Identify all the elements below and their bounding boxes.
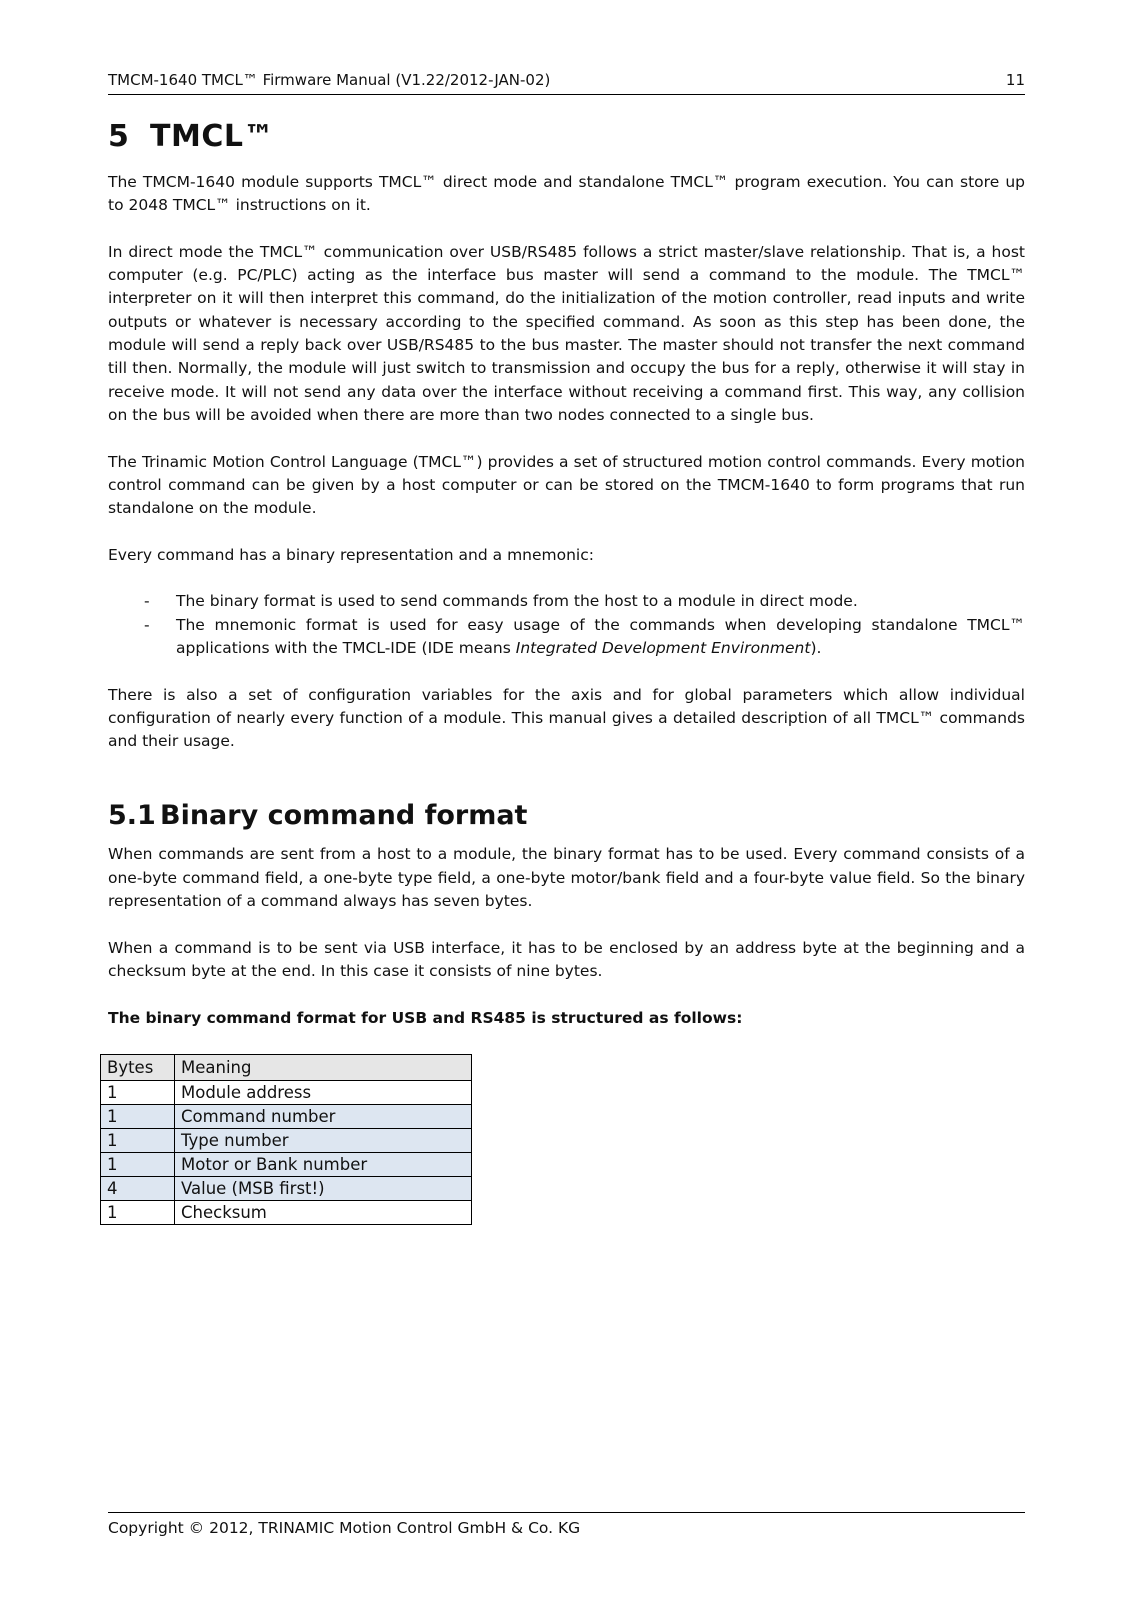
- table-cell-meaning: Type number: [175, 1128, 472, 1152]
- section-title: TMCL™: [150, 119, 274, 154]
- bullet-text-italic: Integrated Development Environment: [515, 638, 811, 657]
- bullet-text: The binary format is used to send commands from the host to a module in direct mode.: [176, 592, 858, 611]
- paragraph: Every command has a binary representation and a mnemonic:: [108, 545, 594, 564]
- table-cell-bytes: 1: [101, 1152, 175, 1176]
- page-header: [108, 70, 1025, 95]
- table-row: [101, 1200, 472, 1224]
- page-number: 11: [1005, 71, 1025, 89]
- bullet-item: [108, 590, 1025, 613]
- table-cell-bytes: 4: [101, 1176, 175, 1200]
- table-row: [101, 1080, 472, 1104]
- table-row: [101, 1176, 472, 1200]
- table-cell-meaning: Value (MSB first!): [175, 1176, 472, 1200]
- table-cell-meaning: Checksum: [175, 1200, 472, 1224]
- page-footer: [108, 1512, 1025, 1539]
- table-cell-meaning: Motor or Bank number: [175, 1152, 472, 1176]
- table-row: [101, 1152, 472, 1176]
- command-format-table: [100, 1054, 472, 1225]
- bullet-dash: -: [144, 615, 150, 634]
- table-cell-bytes: 1: [101, 1200, 175, 1224]
- paragraph: The TMCM-1640 module supports TMCL™ direct mode and standalone TMCL™ program execution. You can store up to 2048 TMCL™ instructions on it.: [108, 173, 1025, 215]
- table-caption: The binary command format for USB and RS485 is structured as follows:: [108, 1008, 743, 1027]
- table-cell-bytes: 1: [101, 1104, 175, 1128]
- footer-copyright: Copyright © 2012, TRINAMIC Motion Control GmbH & Co. KG: [108, 1519, 581, 1537]
- paragraph: When commands are sent from a host to a module, the binary format has to be used. Every command consists of a one-byte command field, a one-byte type field, a one-byte motor/bank field and a four-byte value field. So the binary representation of a command always has seven bytes.: [108, 845, 1025, 911]
- section-number: 5: [108, 119, 130, 154]
- subsection-heading: [108, 799, 1025, 833]
- table-header-row: [101, 1054, 472, 1080]
- table-header-cell: Bytes: [101, 1054, 175, 1080]
- table-cell-meaning: Command number: [175, 1104, 472, 1128]
- table-row: [101, 1104, 472, 1128]
- paragraph: When a command is to be sent via USB interface, it has to be enclosed by an address byte at the beginning and a checksum byte at the end. In this case it consists of nine bytes.: [108, 938, 1025, 980]
- table-cell-meaning: Module address: [175, 1080, 472, 1104]
- bullet-dash: -: [144, 592, 150, 611]
- bullet-list: [108, 590, 1025, 660]
- bullet-text-end: ).: [810, 638, 822, 657]
- bullet-item: [108, 614, 1025, 661]
- table-cell-bytes: 1: [101, 1080, 175, 1104]
- page-content: [108, 117, 1025, 1225]
- bullet-text: The mnemonic format is used for easy usage of the commands when developing standalone TMCL™ applications with the TMCL-IDE (IDE means: [176, 615, 1025, 657]
- subsection-title: Binary command format: [160, 800, 528, 832]
- paragraph: In direct mode the TMCL™ communication over USB/RS485 follows a strict master/slave relationship. That is, a host computer (e.g. PC/PLC) acting as the interface bus master will send a command to the module. The TMCL™ interpreter on it will then interpret this command, do the initialization of the motion controller, read inputs and write outputs or whatever is necessary according to the specified command. As soon as this step has been done, the module will send a reply back over USB/RS485 to the bus master. The master should not transfer the next command till then. Normally, the module will just switch to transmission and occupy the bus for a reply, otherwise it will stay in receive mode. It will not send any data over the interface without receiving a command first. This way, any collision on the bus will be avoided when there are more than two nodes connected to a single bus.: [108, 242, 1025, 424]
- header-title: TMCM-1640 TMCL™ Firmware Manual (V1.22/2012-JAN-02): [108, 71, 551, 89]
- table-cell-bytes: 1: [101, 1128, 175, 1152]
- subsection-number: 5.1: [108, 800, 156, 832]
- table-row: [101, 1128, 472, 1152]
- paragraph: There is also a set of configuration variables for the axis and for global parameters which allow individual configuration of nearly every function of a module. This manual gives a detailed description of all TMCL™ commands and their usage.: [108, 685, 1025, 751]
- table-header-cell: Meaning: [175, 1054, 472, 1080]
- paragraph: The Trinamic Motion Control Language (TMCL™) provides a set of structured motion control commands. Every motion control command can be given by a host computer or can be stored on the TMCM-1640 to form programs that run standalone on the module.: [108, 452, 1025, 518]
- section-heading: [108, 117, 1025, 157]
